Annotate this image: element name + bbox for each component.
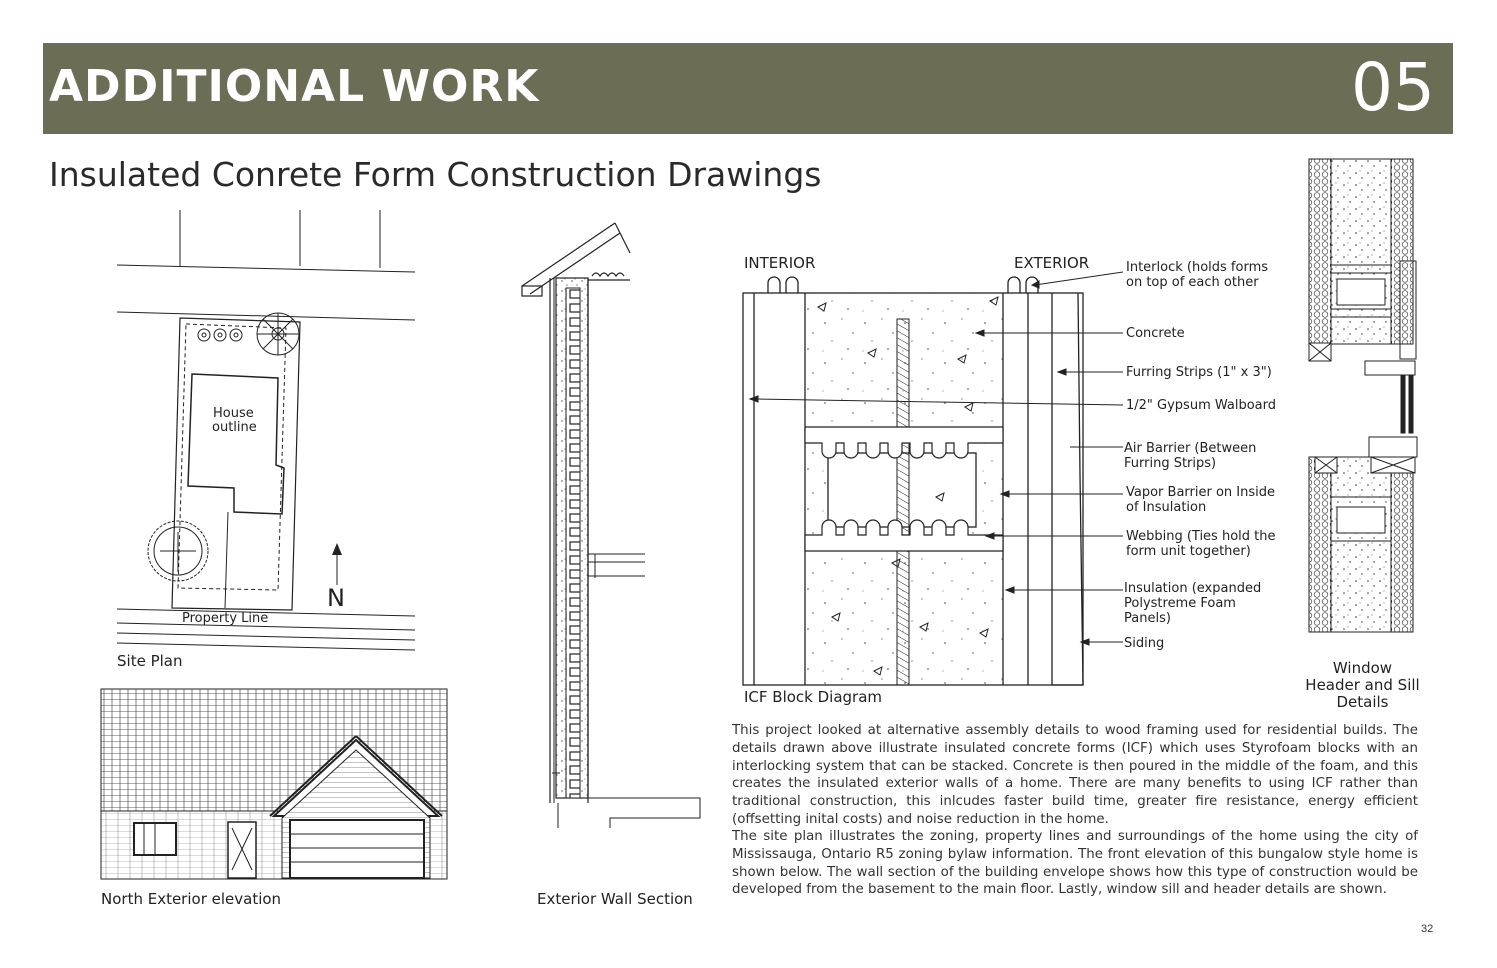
icf-label-insulation: Insulation (expanded Polystreme Foam Panels) <box>1124 581 1262 626</box>
icf-label-interlock: Interlock (holds forms on top of each other <box>1126 260 1269 290</box>
icf-exterior-label: EXTERIOR <box>1014 254 1090 272</box>
elevation-caption: North Exterior elevation <box>101 890 282 908</box>
house-label-1: House <box>213 406 254 421</box>
site-plan-caption: Site Plan <box>117 652 183 670</box>
page-title: ADDITIONAL WORK <box>49 61 540 112</box>
icf-label-air-barrier: Air Barrier (Between Furring Strips) <box>1124 441 1257 471</box>
window-detail-drawing <box>1305 157 1425 657</box>
north-elevation-drawing <box>100 688 448 882</box>
description-paragraph-2: The site plan illustrates the zoning, property lines and surroundings of the home using the city of Mississauga, Ontario R5 zoning bylaw information. The front elevation of this bungalow style home is shown below. The wall section of the building envelope shows how this type of construction would be developed from the basement to the main floor. Lastly, window sill and header details are shown. <box>732 829 1418 898</box>
section-number: 05 <box>1351 49 1435 126</box>
icf-label-concrete: Concrete <box>1126 326 1185 341</box>
icf-label-siding: Siding <box>1124 636 1165 651</box>
icf-label-webbing: Webbing (Ties hold the form unit together) <box>1126 529 1276 559</box>
north-label: N <box>327 584 345 612</box>
window-caption: Window Header and Sill Details <box>1305 659 1420 711</box>
page-subtitle: Insulated Conrete Form Construction Drawings <box>49 155 822 194</box>
description-paragraph-1: This project looked at alternative assembly details to wood framing used for residential builds. The details drawn above illustrate insulated concrete forms (ICF) which uses Styrofoam blocks with an interlocking system that can be stacked. Concrete is then poured in the middle of the foam, and this creates the insulated exterior walls of a home. There are many benefits to using ICF rather than traditional construction, this inlcudes faster build time, greater fire resistance, energy efficient (offsetting inital costs) and noise reduction in the home. <box>732 723 1418 827</box>
page-number: 32 <box>1421 923 1434 935</box>
header-banner <box>43 43 1453 134</box>
site-plan-drawing <box>110 210 430 660</box>
icf-caption: ICF Block Diagram <box>744 688 883 706</box>
icf-label-vapor-barrier: Vapor Barrier on Inside of Insulation <box>1126 485 1275 515</box>
property-line-label: Property Line <box>182 611 269 626</box>
house-label-2: outline <box>212 420 257 435</box>
wall-section-drawing <box>520 218 710 828</box>
wall-section-caption: Exterior Wall Section <box>537 890 693 908</box>
icf-interior-label: INTERIOR <box>744 254 816 272</box>
icf-label-gypsum: 1/2" Gypsum Walboard <box>1126 398 1277 413</box>
icf-leader-lines <box>740 260 1130 660</box>
icf-label-furring: Furring Strips (1" x 3") <box>1126 365 1272 380</box>
